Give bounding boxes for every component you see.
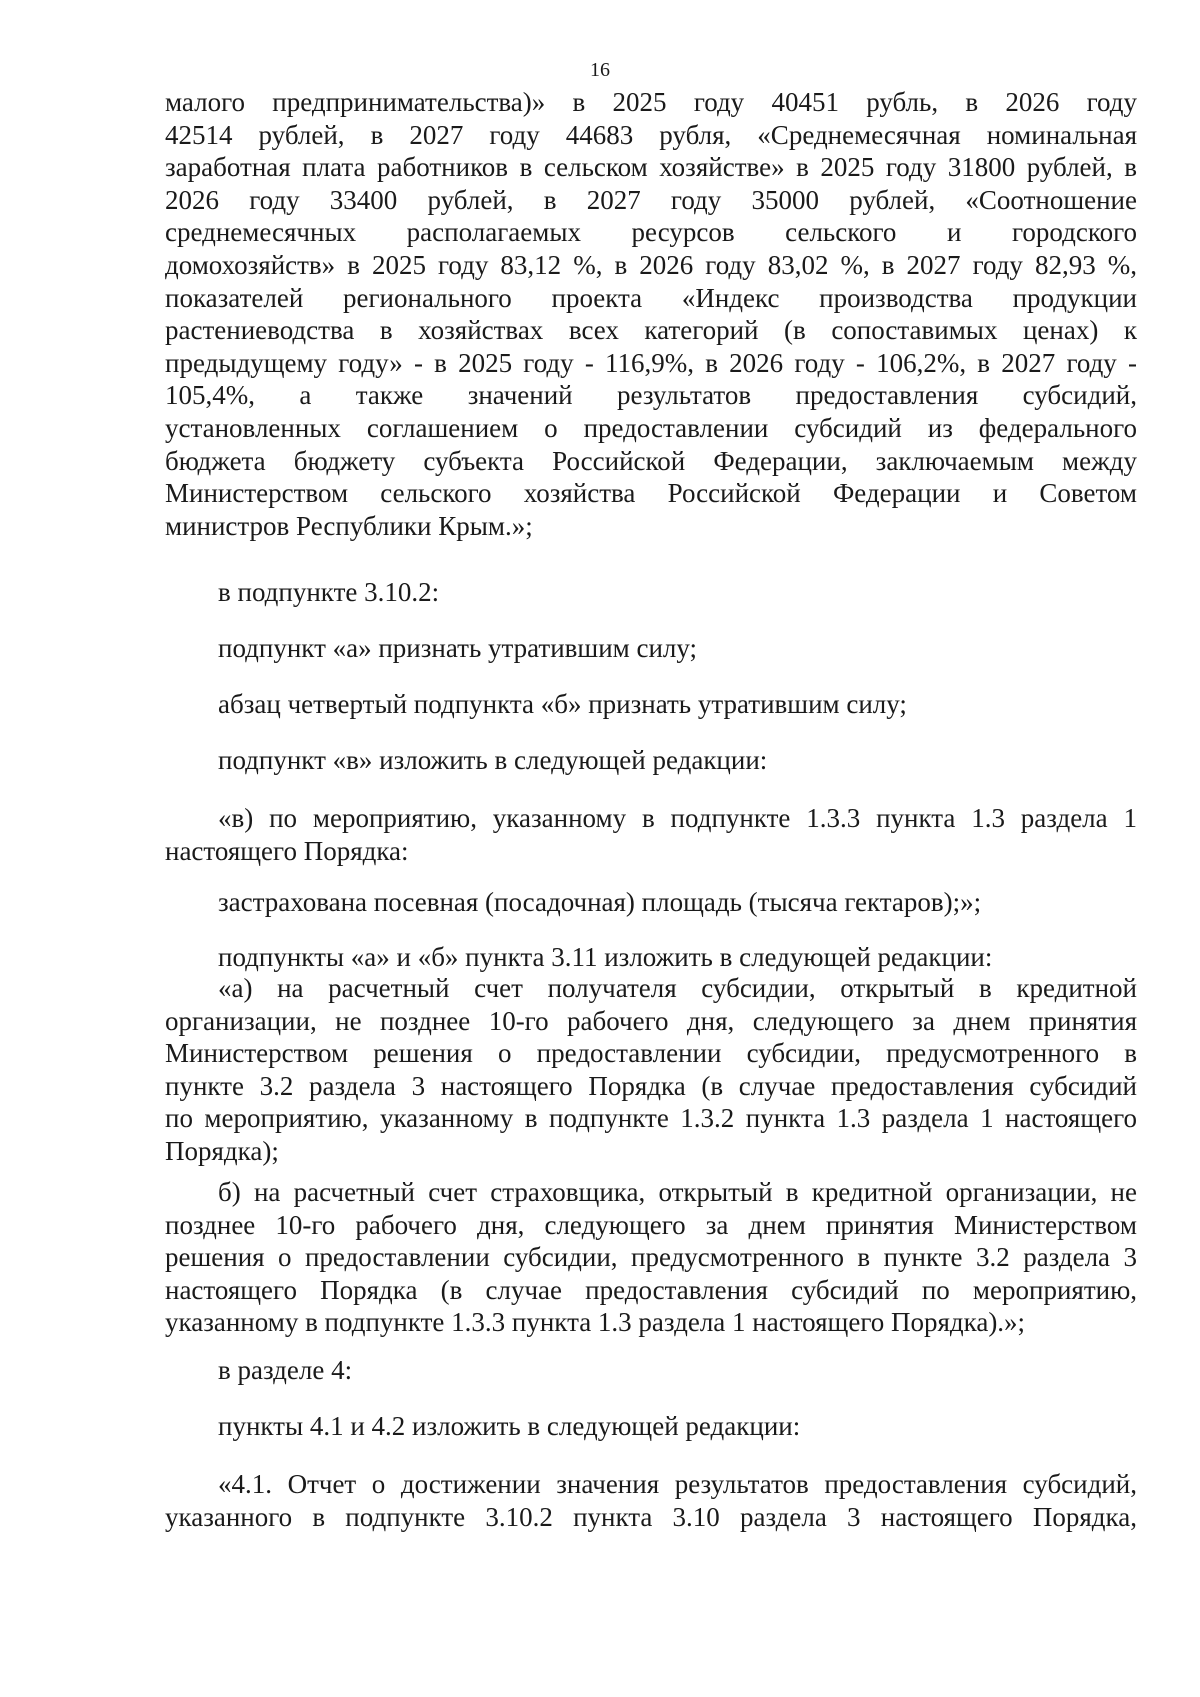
text-line: настоящего Порядка: (165, 835, 409, 866)
text-line: 2026 году 33400 рублей, в 2027 году 35000 рублей, «Соотношение (165, 184, 1137, 215)
point-41-text (165, 1468, 1137, 1533)
text-line: установленных соглашением о предоставлении субсидий из федерального (165, 412, 1137, 443)
text-line: заработная плата работников в сельском хозяйстве» в 2025 году 31800 рублей, в (165, 152, 1137, 183)
text-line: предыдущему году» - в 2025 году - 116,9%, в 2026 году - 106,2%, в 2027 году - (165, 347, 1137, 378)
amendment-line: пункты 4.1 и 4.2 изложить в следующей редакции: (218, 1411, 801, 1441)
paragraph-continuation (165, 86, 1137, 542)
text-line: среднемесячных располагаемых ресурсов сельского и городского (165, 217, 1137, 248)
text-line: «4.1. Отчет о достижении значения результатов предоставления субсидий, (218, 1469, 1137, 1499)
section-heading: в разделе 4: (218, 1355, 353, 1385)
amendment-line: подпункт «в» изложить в следующей редакции: (218, 745, 768, 775)
text-line: 105,4%, а также значений результатов предоставления субсидий, (165, 380, 1137, 411)
text-line: «в) по мероприятию, указанному в подпункте 1.3.3 пункта 1.3 раздела 1 (218, 803, 1137, 833)
text-line: настоящего Порядка (в случае предоставления субсидий по мероприятию, (165, 1274, 1137, 1305)
subpoint-b-text (165, 1176, 1137, 1339)
text-line: Министерством сельского хозяйства Российской Федерации и Советом (165, 478, 1137, 509)
text-line: по мероприятию, указанному в подпункте 1.3.2 пункта 1.3 раздела 1 настоящего (165, 1103, 1137, 1134)
text-line: позднее 10-го рабочего дня, следующего за днем принятия Министерством (165, 1209, 1137, 1240)
text-line: министров Республики Крым.»; (165, 510, 533, 541)
text-line: бюджета бюджету субъекта Российской Федерации, заключаемым между (165, 445, 1137, 476)
text-line: малого предпринимательства)» в 2025 году 40451 рубль, в 2026 году (165, 87, 1137, 117)
text-line: Порядка); (165, 1135, 279, 1166)
text-line: пункте 3.2 раздела 3 настоящего Порядка (в случае предоставления субсидий (165, 1070, 1137, 1101)
subpoint-v-text (165, 802, 1137, 867)
text-line: «а) на расчетный счет получателя субсидии, открытый в кредитной (218, 973, 1137, 1003)
text-line: домохозяйств» в 2025 году 83,12 %, в 2026 году 83,02 %, в 2027 году 82,93 %, (165, 249, 1137, 280)
amendment-line: подпункт «а» признать утратившим силу; (218, 633, 698, 663)
amendment-line: абзац четвертый подпункта «б» признать утратившим силу; (218, 689, 907, 719)
text-line: 42514 рублей, в 2027 году 44683 рубля, «Среднемесячная номинальная (165, 119, 1137, 150)
text-line: б) на расчетный счет страховщика, открытый в кредитной организации, не (218, 1177, 1137, 1207)
text-line: указанного в подпункте 3.10.2 пункта 3.10 раздела 3 настоящего Порядка, (165, 1501, 1137, 1532)
text-line: показателей регионального проекта «Индекс производства продукции (165, 282, 1137, 313)
text-line: решения о предоставлении субсидии, предусмотренного в пункте 3.2 раздела 3 (165, 1242, 1137, 1273)
subpoint-a-text (165, 972, 1137, 1168)
page-number: 16 (590, 59, 610, 81)
subpoint-heading: в подпункте 3.10.2: (218, 577, 440, 607)
text-line: растениеводства в хозяйствах всех категорий (в сопоставимых ценах) к (165, 315, 1137, 346)
text-line: Министерством решения о предоставлении субсидии, предусмотренного в (165, 1038, 1137, 1069)
amendment-line: застрахована посевная (посадочная) площадь (тысяча гектаров);»; (218, 887, 982, 917)
amendment-line: подпункты «а» и «б» пункта 3.11 изложить в следующей редакции: (218, 942, 993, 972)
text-line: указанному в подпункте 1.3.3 пункта 1.3 раздела 1 настоящего Порядка).»; (165, 1307, 1026, 1338)
text-line: организации, не позднее 10-го рабочего дня, следующего за днем принятия (165, 1005, 1137, 1036)
